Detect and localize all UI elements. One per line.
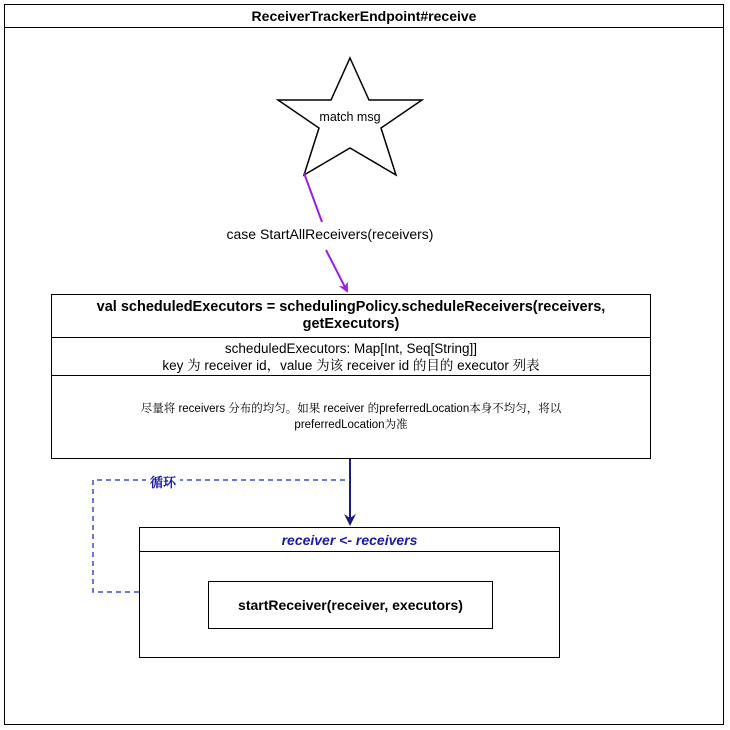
scheduled-executors-type	[52, 338, 650, 376]
case-arrow-upper	[304, 173, 322, 222]
start-receiver-box: startReceiver(receiver, executors)	[208, 581, 493, 629]
schedule-note: 尽量将 receivers 分布的均匀。如果 receiver 的preferredLocation本身不均匀，将以preferredLocation为准	[140, 403, 562, 431]
loop-label: 循环	[146, 472, 180, 491]
schedule-receivers-title: val scheduledExecutors = schedulingPolicy.scheduleReceivers(receivers, getExecutors)	[52, 295, 650, 338]
case-edge-label: case StartAllReceivers(receivers)	[180, 226, 480, 242]
star-label: match msg	[319, 110, 381, 124]
receivers-loop-header: receiver <- receivers	[140, 528, 559, 552]
scheduled-executors-desc-line: key 为 receiver id，value 为该 receiver id 的目的 executor 列表	[162, 357, 540, 373]
schedule-receivers-box	[51, 294, 651, 459]
case-arrow-lower	[326, 250, 347, 291]
scheduled-executors-type-line: scheduledExecutors: Map[Int, Seq[String]]	[224, 340, 478, 356]
diagram-title: ReceiverTrackerEndpoint#receive	[4, 4, 724, 28]
